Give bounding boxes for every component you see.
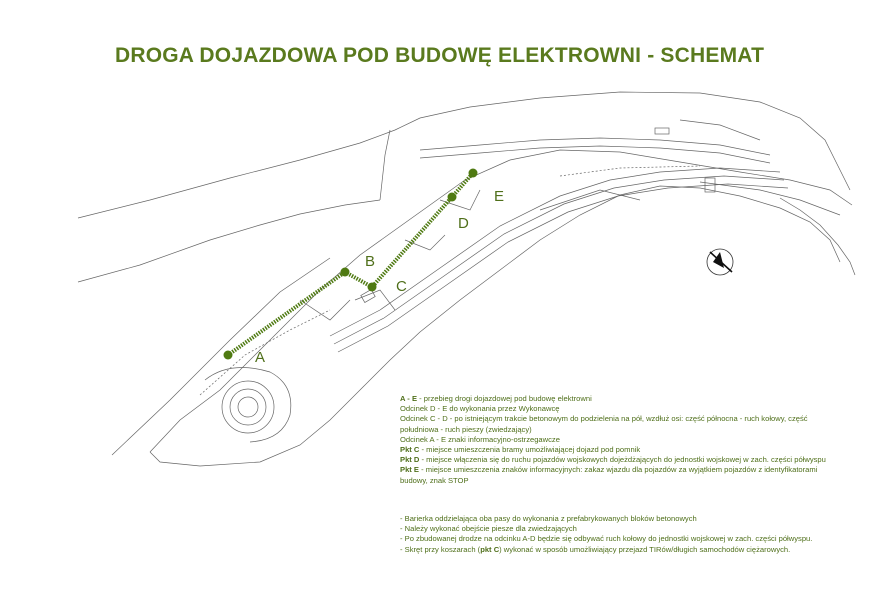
point-b-label: B: [365, 253, 376, 270]
point-e-label: E: [494, 188, 505, 205]
legend-line: Odcinek D - E do wykonania przez Wykonawcę: [400, 404, 560, 414]
note-line: - Barierka oddzielająca oba pasy do wykonania z prefabrykowanych bloków betonowych: [400, 514, 697, 523]
legend-text: - miejsce włączenia się do ruchu pojazdów wojskowych dojeżdżających do jednostki wojskowej w zach. części półwyspu: [419, 455, 826, 465]
legend-line: Odcinek C - D - po istniejącym trakcie betonowym do podzielenia na pół, wzdłuż osi: część północna - ruch kołowy, część południowa - ruch pieszy (zwiedzający): [400, 414, 808, 434]
note-line: - Po zbudowanej drodze na odcinku A-D będzie się odbywać ruch kołowy do jednostki wojskowej w zach. części półwyspu.: [400, 534, 813, 544]
route-a-e: [224, 169, 478, 360]
legend-text: - miejsce umieszczenia znaków informacyjnych: zakaz wjazdu dla pojazdów za wyjątkiem pojazdów z identyfikatorami budowy, znak STOP: [400, 465, 818, 485]
legend-line: [400, 465, 840, 485]
legend-key: Pkt C: [400, 445, 420, 455]
point-a-marker: [224, 351, 233, 360]
point-d-marker: [448, 193, 457, 202]
point-e-marker: [469, 169, 478, 178]
point-a-label: A: [255, 349, 266, 366]
point-c-marker: [368, 283, 377, 292]
legend-line: [400, 455, 840, 465]
legend-line: Odcinek A - E znaki informacyjno-ostrzegawcze: [400, 434, 560, 444]
note-key: pkt C: [480, 544, 500, 554]
legend-text: - przebieg drogi dojazdowej pod budowę elektrowni: [417, 394, 592, 403]
legend-text: - miejsce umieszczenia bramy umożliwiającej dojazd pod pomnik: [419, 445, 641, 455]
point-c-label: C: [396, 278, 407, 295]
point-d-label: D: [458, 215, 469, 232]
north-arrow-icon: [707, 249, 733, 275]
legend-key: Pkt D: [400, 455, 420, 465]
legend-line: [400, 445, 840, 455]
point-b-marker: [341, 268, 350, 277]
legend: [400, 394, 840, 486]
note-text: - Skręt przy koszarach (: [400, 544, 481, 554]
legend-line: [400, 394, 840, 404]
note-line: - Należy wykonać obejście piesze dla zwiedzających: [400, 524, 577, 534]
legend-key: A - E: [400, 394, 418, 403]
notes: [400, 514, 840, 555]
page-title: DROGA DOJAZDOWA POD BUDOWĘ ELEKTROWNI - SCHEMAT: [115, 44, 765, 67]
legend-key: Pkt E: [400, 465, 419, 475]
note-line: [400, 545, 840, 555]
note-text: ) wykonać w sposób umożliwiający przejazd TIRów/długich samochodów ciężarowych.: [499, 544, 791, 554]
